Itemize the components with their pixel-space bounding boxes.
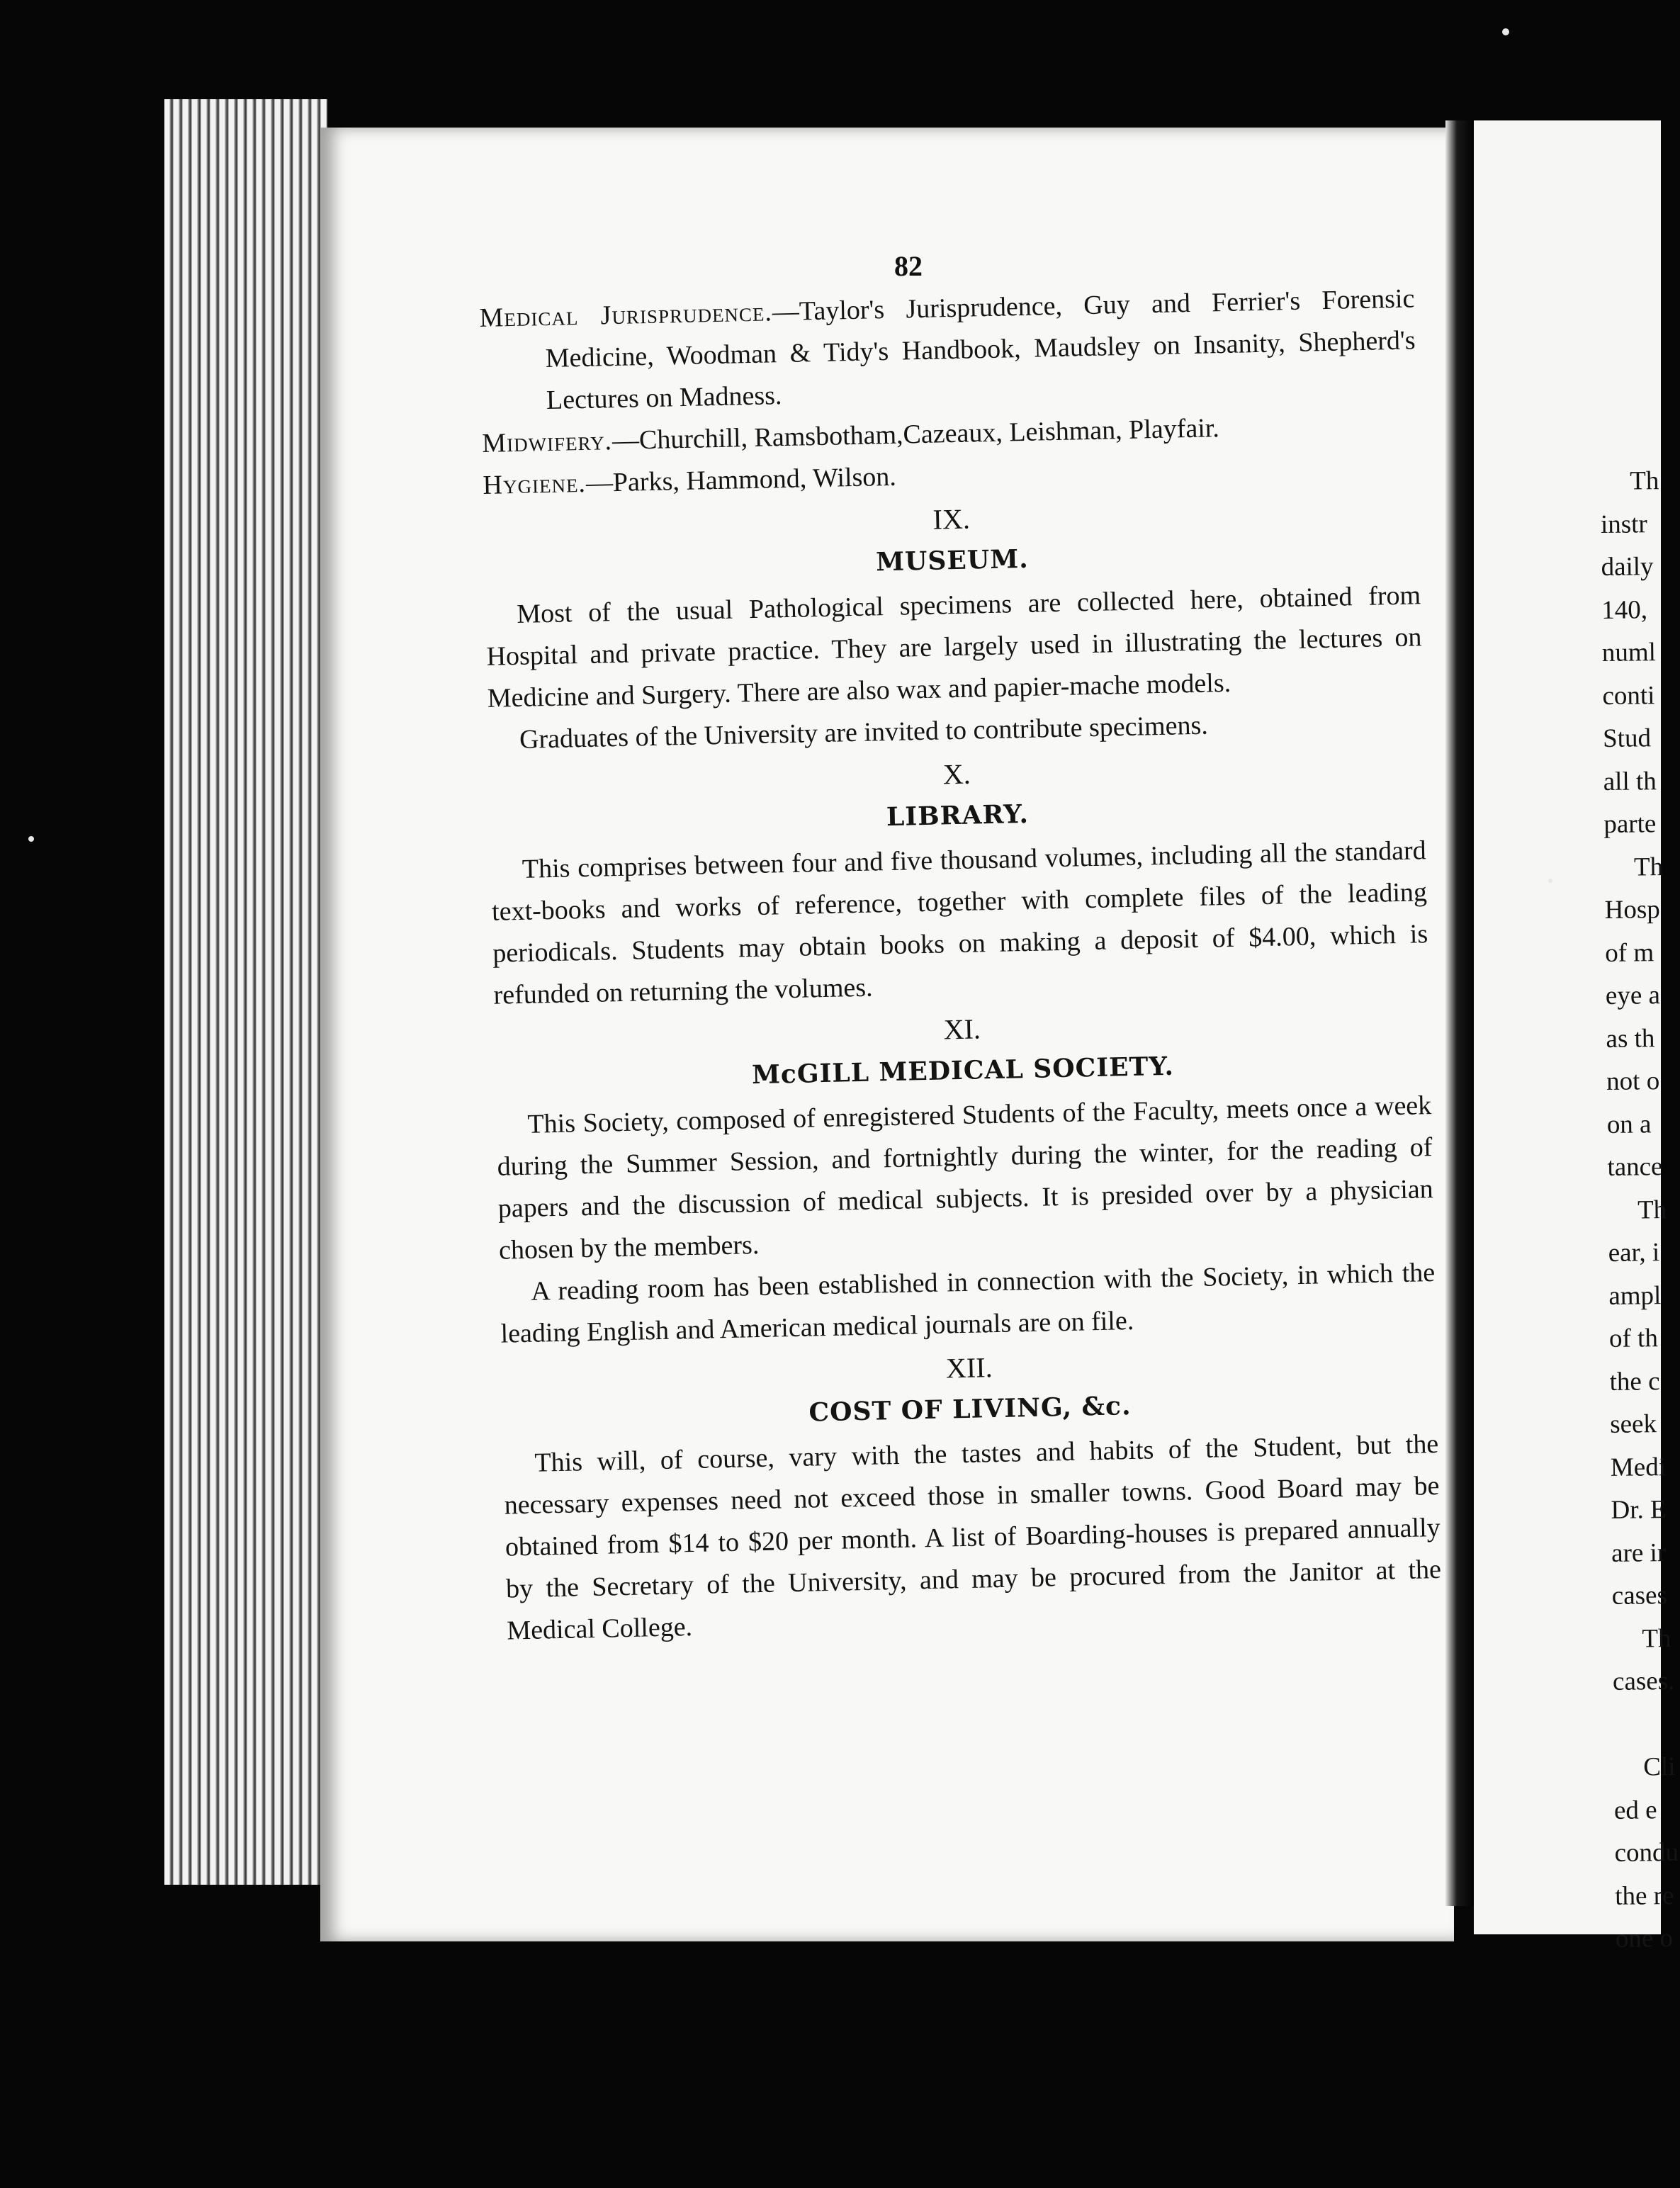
section-numeral: XI. <box>943 1013 981 1046</box>
right-page-line: numl <box>1601 638 1657 667</box>
section-heading: COST OF LIVING, &c. <box>808 1391 1132 1428</box>
section-heading: LIBRARY. <box>886 799 1030 833</box>
right-page-line: Stud <box>1602 723 1652 753</box>
right-page-line: ear, i <box>1608 1238 1660 1268</box>
right-page-line: cases <box>1611 1581 1668 1611</box>
right-page-line: Th <box>1633 852 1664 882</box>
section-numeral: XII. <box>945 1351 993 1385</box>
right-page-line: Hosp <box>1604 895 1660 925</box>
dust-speck <box>28 836 34 842</box>
right-page-line: Cli <box>1643 1752 1676 1782</box>
right-page-line <box>1613 1703 1677 1746</box>
section-paragraph: This Society, composed of enregistered Students of the Faculty, meets once a week during the Summer Session, and fortnightly during the winter, for the reading of papers and the discussion of medical subjects. It is presided over by a physician chosen by the members. <box>497 1090 1434 1265</box>
right-page-line: 140, <box>1601 594 1648 625</box>
section-cost-of-living <box>501 1337 1442 1652</box>
entry-label: Hygiene. <box>483 468 587 500</box>
section-paragraph: This comprises between four and five thousand volumes, including all the standard text-books and works of reference, together with complete files of the leading periodicals. Students may obtain books on making a deposit of $4.00, which is refunded on returning the volumes. <box>491 835 1428 1010</box>
right-page-line: as th <box>1606 1023 1655 1054</box>
book-page-edges <box>164 99 327 1885</box>
right-page-line: eye a <box>1605 981 1661 1010</box>
section-museum <box>483 488 1424 762</box>
entry-text: —Taylor's Jurisprudence, Guy and Ferrier's Forensic Medicine, Woodman & Tidy's Handbook, Maudsley on Insanity, Shepherd's Lectures on Madness. <box>545 283 1416 416</box>
right-page-line: Th <box>1637 1195 1667 1225</box>
right-page-line: instr <box>1600 509 1647 539</box>
entry-medical-jurisprudence <box>479 278 1416 423</box>
right-page-line: all th <box>1603 766 1657 796</box>
right-page-line: not o <box>1606 1066 1660 1096</box>
section-heading: McGILL MEDICAL SOCIETY. <box>751 1051 1175 1090</box>
section-heading: MUSEUM. <box>875 543 1030 577</box>
page-number: 82 <box>894 250 923 282</box>
section-numeral: X. <box>942 757 971 791</box>
section-paragraph: Most of the usual Pathological specimens are collected here, obtained from Hospital and private practice. They are largely used in illustrating the lectures on Medicine and Surgery. There are also wax and papier-mache models. <box>486 580 1422 714</box>
right-page-line: on a <box>1606 1109 1652 1139</box>
section-paragraph: Graduates of the University are invited to contribute specimens. <box>519 710 1209 755</box>
entry-label: Midwifery. <box>481 426 613 458</box>
section-paragraph: This will, of course, vary with the tastes and habits of the Student, but the necessary expenses need not exceed those in smaller towns. Good Board may be obtained from $14 to $20 per month. A list of Boarding-houses is prepared annually by the Secretary of the University, and may be procured from the Janitor at the Medical College. <box>504 1428 1442 1646</box>
right-page-line: Dr. E <box>1611 1495 1667 1525</box>
right-page-line: of m <box>1605 937 1654 968</box>
right-page-line: parte <box>1603 809 1657 839</box>
right-page-line: condu <box>1614 1837 1679 1868</box>
right-page-line: Medi <box>1610 1452 1667 1482</box>
right-page-line: the c <box>1609 1366 1660 1397</box>
section-medical-society <box>494 998 1436 1355</box>
right-page-line: Th <box>1642 1623 1671 1653</box>
dust-speck <box>1502 28 1509 35</box>
right-page-line: seek <box>1610 1409 1657 1439</box>
right-page-line: conti <box>1602 680 1655 711</box>
right-page-line: ampl <box>1608 1280 1662 1311</box>
right-page-line: tance <box>1607 1152 1663 1182</box>
entry-text: —Churchill, Ramsbotham,Cazeaux, Leishman, Playfair. <box>611 413 1220 456</box>
section-paragraph: A reading room has been established in connection with the Society, in which the leading English and American medical journals are on file. <box>500 1258 1436 1349</box>
right-page-line: of th <box>1608 1324 1659 1353</box>
right-page-line: are ir <box>1611 1538 1667 1568</box>
dust-speck <box>1548 879 1552 883</box>
section-library <box>489 743 1429 1017</box>
right-page-line: Th <box>1630 466 1659 496</box>
right-page-line: one o <box>1615 1924 1674 1953</box>
entry-text: —Parks, Hammond, Wilson. <box>585 461 897 498</box>
entry-label: Medical Jurisprudence. <box>479 297 773 333</box>
right-page-line: ed e <box>1613 1795 1657 1825</box>
right-page-line: cases. <box>1612 1666 1675 1696</box>
right-page-line: the re <box>1615 1880 1674 1911</box>
section-numeral: IX. <box>932 502 971 536</box>
page-text <box>479 278 1443 1652</box>
right-page-line: daily <box>1601 552 1654 582</box>
book-spine <box>1445 120 1474 1906</box>
